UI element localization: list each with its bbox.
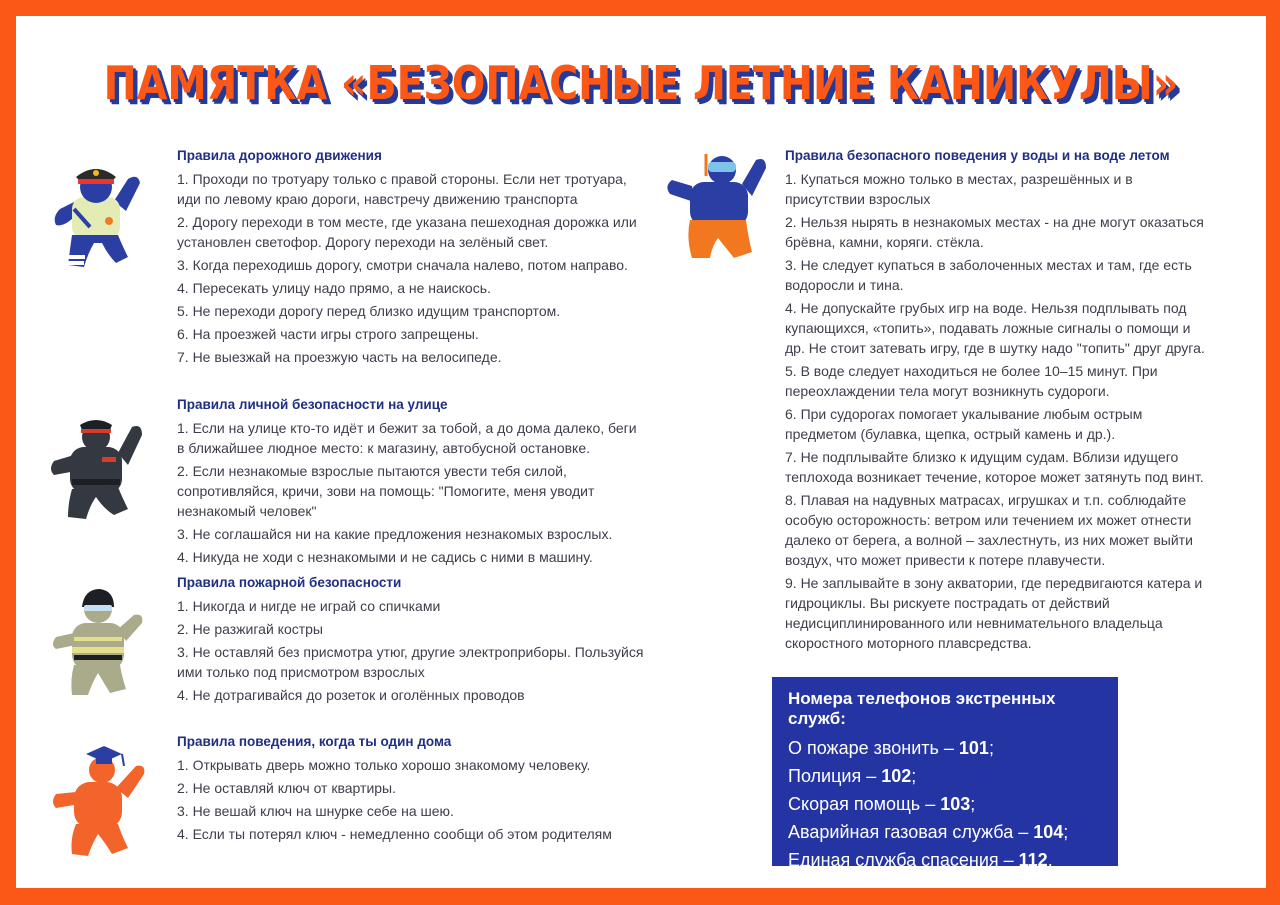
list-item: 2. Если незнакомые взрослые пытаются увести тебя силой, сопротивляйся, кричи, зови на помощь: "Помогите, меня уводит незнакомый человек" — [177, 463, 595, 519]
phone-label: Аварийная газовая служба – — [788, 822, 1034, 842]
list-item: 2. Нельзя нырять в незнакомых местах - на дне могут оказаться брёвна, камни, коряги. стёкла. — [785, 214, 1204, 250]
phones-title: Номера телефонов экстренных служб: — [788, 689, 1056, 728]
phone-end: ; — [988, 738, 994, 758]
list-item: 4. Пересекать улицу надо прямо, а не наискось. — [177, 280, 491, 296]
list-item: 3. Не оставляй без присмотра утюг, другие электроприборы. Пользуйся ими только под присмотром взрослых — [177, 644, 644, 680]
section-title: Правила дорожного движения — [177, 148, 382, 163]
list-item: 7. Не подплывайте близко к идущим судам. Вблизи идущего теплохода возникает течение, которое может затянуть под винт. — [785, 449, 1204, 485]
phone-label: Скорая помощь – — [788, 794, 941, 814]
list-item: 6. При судорогах помогает укалывание любым острым предметом (булавка, щепка, острый камень и др.). — [785, 406, 1143, 442]
list-item: 1. Купаться можно только в местах, разрешённых и в присутствии взрослых — [785, 171, 1133, 207]
list-item: 3. Не соглашайся ни на какие предложения незнакомых взрослых. — [177, 526, 613, 542]
phone-row-ambulance — [788, 794, 1102, 815]
firefighter-figure-icon — [46, 575, 146, 703]
phone-row-rescue — [788, 850, 1102, 871]
section-title: Правила поведения, когда ты один дома — [177, 734, 452, 749]
list-item: 2. Дорогу переходи в том месте, где указана пешеходная дорожка или установлен светофор. Дорогу переходи на зелёный свет. — [177, 214, 637, 250]
police-figure-icon — [46, 399, 146, 527]
list-item: 9. Не заплывайте в зону акватории, где передвигаются катера и гидроциклы. Вы рискуете пострадать от действий недисциплинированного или невнимательного владельца скоростного моторного плавсредства. — [785, 575, 1203, 651]
phone-row-police — [788, 766, 1102, 787]
section-title: Правила пожарной безопасности — [177, 575, 402, 590]
phone-end: ; — [911, 766, 917, 786]
section-fire-safety — [177, 575, 647, 708]
phone-end: ; — [1063, 822, 1069, 842]
phone-label: Полиция – — [788, 766, 882, 786]
list-item: 2. Не разжигай костры — [177, 621, 323, 637]
phone-end: . — [1047, 850, 1053, 870]
poster-content — [16, 16, 1266, 888]
phone-row-fire — [788, 738, 1102, 759]
section-title: Правила личной безопасности на улице — [177, 397, 448, 412]
list-item: 5. В воде следует находиться не более 10–15 минут. При переохлаждении тела могут возникнуть судороги. — [785, 363, 1158, 399]
list-item: 4. Не дотрагивайся до розеток и оголённых проводов — [177, 687, 525, 703]
phone-label: О пожаре звонить – — [788, 738, 959, 758]
section-home-alone — [177, 734, 647, 847]
list-item: 4. Никуда не ходи с незнакомыми и не садись с ними в машину. — [177, 549, 593, 565]
list-item: 1. Никогда и нигде не играй со спичками — [177, 598, 441, 614]
list-item: 1. Открывать дверь можно только хорошо знакомому человеку. — [177, 757, 591, 773]
graduate-figure-icon — [46, 732, 146, 860]
phone-end: ; — [970, 794, 976, 814]
page-title: ПАМЯТКА «БЕЗОПАСНЫЕ ЛЕТНИЕ КАНИКУЛЫ» — [103, 56, 1179, 110]
section-title: Правила безопасного поведения у воды и на воде летом — [785, 148, 1170, 163]
list-item: 6. На проезжей части игры строго запрещены. — [177, 326, 479, 342]
phone-number: 112 — [1018, 850, 1048, 870]
list-item: 2. Не оставляй ключ от квартиры. — [177, 780, 397, 796]
phone-number: 103 — [940, 794, 971, 814]
list-item: 7. Не выезжай на проезжую часть на велосипеде. — [177, 349, 502, 365]
traffic-police-figure-icon — [46, 149, 146, 277]
phone-number: 101 — [958, 738, 989, 758]
list-item: 4. Если ты потерял ключ - немедленно сообщи об этом родителям — [177, 826, 612, 842]
emergency-phones-box — [772, 677, 1118, 870]
list-item: 1. Проходи по тротуару только с правой стороны. Если нет тротуара, иди по левому краю дороги, навстречу движению транспорта — [177, 171, 627, 207]
list-item: 5. Не переходи дорогу перед близко идущим транспортом. — [177, 303, 561, 319]
phone-number: 102 — [881, 766, 912, 786]
section-street-safety — [177, 397, 647, 570]
section-water-safety — [785, 148, 1205, 656]
list-item: 3. Не вешай ключ на шнурке себе на шею. — [177, 803, 454, 819]
phone-label: Единая служба спасения – — [788, 850, 1019, 870]
phone-row-gas — [788, 822, 1102, 843]
list-item: 3. Не следует купаться в заболоченных местах и там, где есть водоросли и тина. — [785, 257, 1192, 293]
swimmer-figure-icon — [664, 146, 774, 264]
list-item: 3. Когда переходишь дорогу, смотри сначала налево, потом направо. — [177, 257, 628, 273]
list-item: 1. Если на улице кто-то идёт и бежит за тобой, а до дома далеко, беги в ближайшее людное место: к магазину, автобусной остановке. — [177, 420, 637, 456]
phone-number: 104 — [1033, 822, 1064, 842]
section-traffic-rules — [177, 148, 647, 370]
list-item: 4. Не допускайте грубых игр на воде. Нельзя подплывать под купающихся, «топить», подавать ложные сигналы о помощи и др. Не стоит затевать игру, где в шутку надо "топить" друг друга. — [785, 300, 1205, 356]
list-item: 8. Плавая на надувных матрасах, игрушках и т.п. соблюдайте особую осторожность: ветром или течением их может отнести далеко от берега, а волной – захлестнуть, из них может выйти воздух, что может привести к потере плавучести. — [785, 492, 1193, 568]
